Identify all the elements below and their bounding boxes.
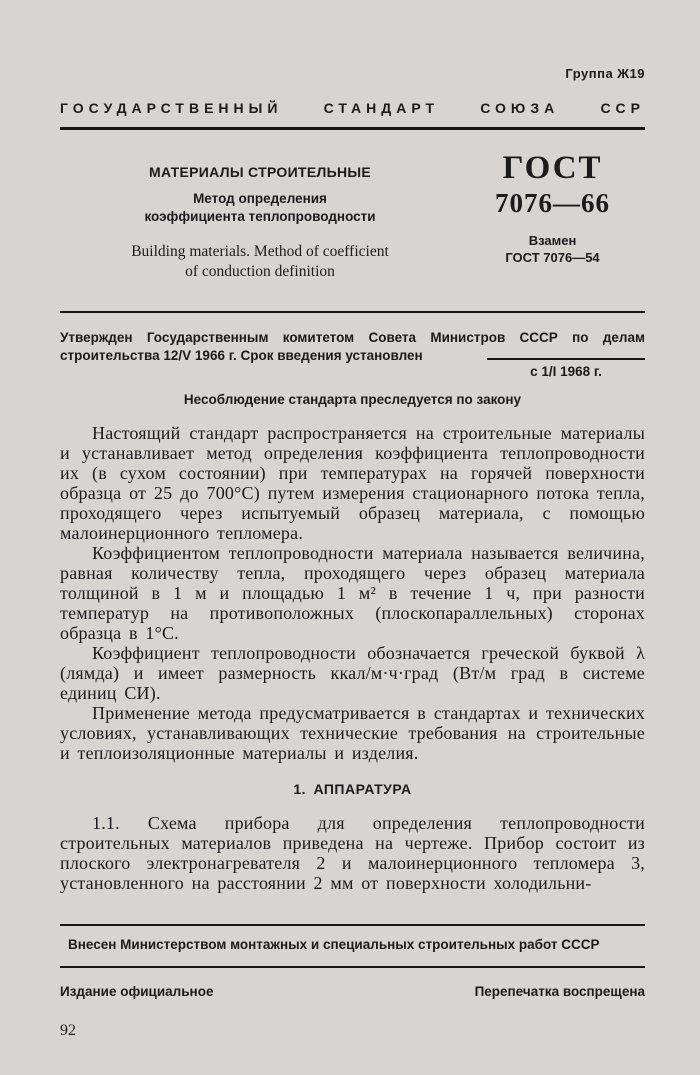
edition-note: Издание официальное (60, 984, 214, 999)
submitted-by-note: Внесен Министерством монтажных и специальных строительных работ СССР (68, 937, 600, 952)
replaces-number: ГОСТ 7076—54 (505, 250, 600, 265)
effective-date: с 1/I 1968 г. (487, 358, 645, 379)
paragraph: Коэффициент теплопроводности обозначается греческой буквой λ (лямда) и имеет размерность ккал/м·ч·град (Вт/м град в системе единиц СИ). (60, 643, 645, 703)
approval-text: Утвержден Государственным комитетом Совета Министров СССР по делам строительства 12/V 1966 г. Срок введения установлен (60, 330, 645, 363)
paragraph: 1.1. Схема прибора для определения теплопроводности строительных материалов приведена на чертеже. Прибор состоит из плоского электронагревателя 2 и малоинерционного тепломера 3, установленного на расстоянии 2 мм от поверхности холодильни- (60, 813, 645, 893)
gost-number: 7076—66 (495, 188, 610, 218)
title-block-right (460, 150, 645, 282)
title-en-line1: Building materials. Method of coefficient (131, 243, 389, 260)
title-ru: МАТЕРИАЛЫ СТРОИТЕЛЬНЫЕ (148, 164, 371, 180)
paragraph: Применение метода предусматривается в стандартах и технических условиях, устанавливающих технические требования на строительные и теплоизоляционные материалы и изделия. (60, 703, 645, 763)
footer-row (60, 984, 645, 999)
standard-banner: ГОСУДАРСТВЕННЫЙ СТАНДАРТ СОЮЗА ССР (60, 100, 645, 116)
divider-footer-bottom (60, 966, 645, 968)
replaces-label: Взамен (528, 233, 577, 248)
body-text (60, 423, 645, 893)
section-1-heading: 1. АППАРАТУРА (293, 781, 412, 797)
title-en-line2: of conduction definition (185, 263, 335, 280)
title-block (60, 150, 645, 282)
title-block-left (60, 150, 460, 282)
group-label: Группа Ж19 (565, 66, 645, 81)
gost-label: ГОСТ (502, 150, 603, 186)
divider-header (60, 311, 645, 313)
page-number: 92 (60, 1022, 76, 1039)
paragraph: Настоящий стандарт распространяется на строительные материалы и устанавливает метод определения коэффициента теплопроводности их (в сухом состоянии) при температурах на горячей поверхности образца от 25 до 700°С) путем измерения стационарного потока тепла, проходящего через испытуемый образец материала, с помощью малоинерционного тепломера. (60, 423, 645, 543)
paragraph: Коэффициентом теплопроводности материала называется величина, равная количеству тепла, проходящего через образец материала толщиной в 1 м и площадью 1 м² в течение 1 ч, при разности температур на противоположных (плоскопараллельных) сторонах образца в 1°С. (60, 543, 645, 643)
subtitle-ru-line2: коэффициента теплопроводности (144, 209, 376, 224)
reprint-note: Перепечатка воспрещена (474, 984, 645, 999)
law-notice: Несоблюдение стандарта преследуется по закону (183, 392, 522, 407)
subtitle-ru-line1: Метод определения (193, 191, 327, 206)
divider-footer-top (60, 924, 645, 926)
divider-top-thick (60, 127, 645, 130)
